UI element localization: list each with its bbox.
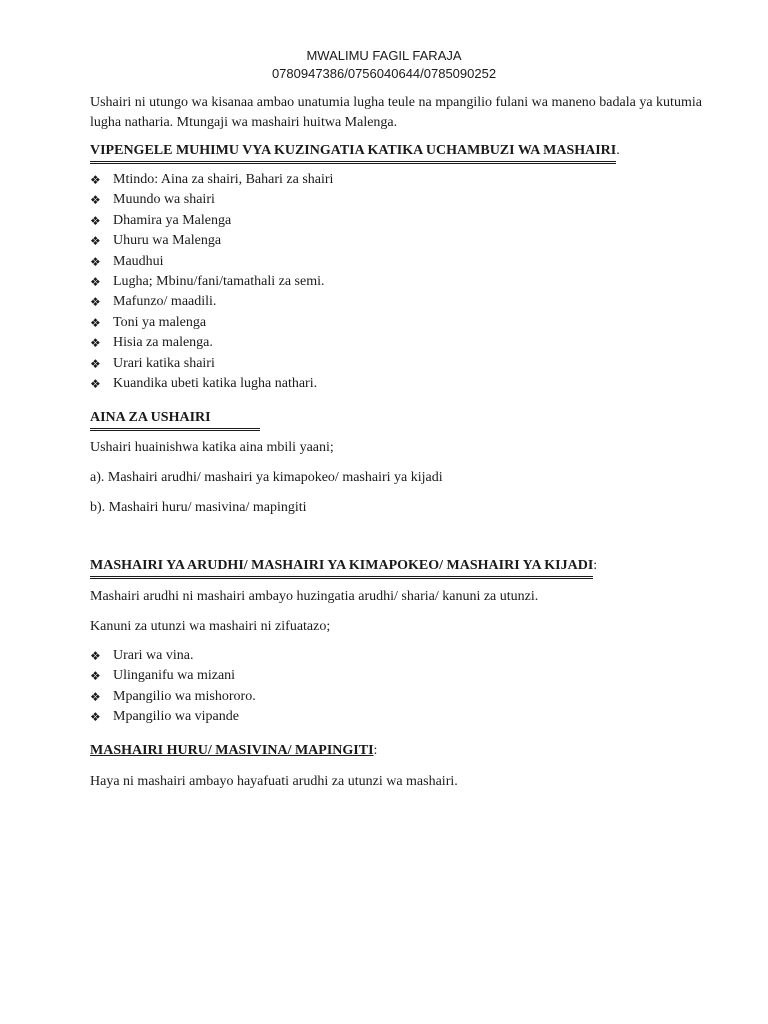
list-item-text: Ulinganifu wa mizani <box>113 668 236 684</box>
list-item-text: Mpangilio wa mishororo. <box>113 688 256 704</box>
list-item <box>90 687 256 707</box>
list-item <box>90 333 333 353</box>
list-item-text: Mtindo: Aina za shairi, Bahari za shairi <box>113 172 334 187</box>
huru-definition: Haya ni mashairi ambayo hayafuati arudhi za utunzi wa mashairi. <box>90 774 458 789</box>
phone-numbers: 0780947386/0756040644/0785090252 <box>271 66 497 81</box>
list-item-text: Hisia za malenga. <box>113 335 213 351</box>
list-item <box>90 190 333 210</box>
list-item <box>90 292 333 312</box>
list-item-text: Mpangilio wa vipande <box>113 709 239 725</box>
list-item <box>90 272 333 292</box>
diamond-bullet-icon: ❖ <box>90 710 101 725</box>
list-item-text: Urari wa vina. <box>113 648 194 663</box>
diamond-bullet-icon: ❖ <box>90 649 101 663</box>
list-item <box>90 707 256 727</box>
section-heading-text: MASHAIRI HURU/ MASIVINA/ MAPINGITI <box>90 743 374 758</box>
list-item-text: Lugha; Mbinu/fani/tamathali za semi. <box>113 273 325 289</box>
diamond-bullet-icon: ❖ <box>90 254 101 269</box>
diamond-bullet-icon: ❖ <box>90 315 101 330</box>
list-item <box>90 170 333 190</box>
list-item-text: Maudhui <box>113 253 164 269</box>
diamond-bullet-icon: ❖ <box>90 295 101 310</box>
section-heading-arudhi: MASHAIRI YA ARUDHI/ MASHAIRI YA KIMAPOKEO/ MASHAIRI YA KIJADI: <box>90 557 597 579</box>
diamond-bullet-icon: ❖ <box>90 213 101 228</box>
section-heading-text: MASHAIRI YA ARUDHI/ MASHAIRI YA KIMAPOKEO/ MASHAIRI YA KIJADI <box>90 557 593 579</box>
list-item <box>90 354 333 374</box>
diamond-bullet-icon: ❖ <box>90 234 101 249</box>
list-item-text: Muundo wa shairi <box>113 192 215 208</box>
aina-item-b: b). Mashairi huru/ masivina/ mapingiti <box>90 500 307 515</box>
section-heading-huru: MASHAIRI HURU/ MASIVINA/ MAPINGITI: <box>90 743 378 758</box>
section-heading-aina <box>90 409 260 431</box>
section-heading-text: VIPENGELE MUHIMU VYA KUZINGATIA KATIKA UCHAMBUZI WA MASHAIRI <box>90 142 616 164</box>
kanuni-intro: Kanuni za utunzi wa mashairi ni zifuatazo; <box>90 619 331 634</box>
list-item-text: Toni ya malenga <box>113 314 207 330</box>
diamond-bullet-icon: ❖ <box>90 689 101 704</box>
diamond-bullet-icon: ❖ <box>90 669 101 684</box>
arudhi-definition: Mashairi arudhi ni mashairi ambayo huzingatia arudhi/ sharia/ kanuni za utunzi. <box>90 589 539 604</box>
section-heading-vipengele: VIPENGELE MUHIMU VYA KUZINGATIA KATIKA UCHAMBUZI WA MASHAIRI. <box>90 142 620 164</box>
diamond-bullet-icon: ❖ <box>90 356 101 371</box>
diamond-bullet-icon: ❖ <box>90 274 101 289</box>
list-item-text: Uhuru wa Malenga <box>113 233 222 249</box>
intro-paragraph: Ushairi ni utungo wa kisanaa ambao unatumia lugha teule na mpangilio fulani wa maneno badala ya kutumia lugha natharia. Mtungaji wa mashairi huitwa Malenga. <box>90 95 702 130</box>
aina-item-a: a). Mashairi arudhi/ mashairi ya kimapokeo/ mashairi ya kijadi <box>90 470 443 485</box>
list-item <box>90 313 333 333</box>
list-item <box>90 666 256 686</box>
list-item-text: Mafunzo/ maadili. <box>113 294 217 310</box>
list-item-text: Kuandika ubeti katika lugha nathari. <box>113 375 318 391</box>
kanuni-list <box>90 646 256 728</box>
author-name: MWALIMU FAGIL FARAJA <box>306 48 462 63</box>
diamond-bullet-icon: ❖ <box>90 193 101 208</box>
list-item <box>90 231 333 251</box>
list-item <box>90 211 333 231</box>
list-item-text: Urari katika shairi <box>113 355 215 371</box>
diamond-bullet-icon: ❖ <box>90 336 101 351</box>
list-item <box>90 252 333 272</box>
list-item <box>90 374 333 394</box>
diamond-bullet-icon: ❖ <box>90 173 101 187</box>
diamond-bullet-icon: ❖ <box>90 376 101 391</box>
list-item <box>90 646 256 666</box>
list-item-text: Dhamira ya Malenga <box>113 212 232 228</box>
aina-intro: Ushairi huainishwa katika aina mbili yaani; <box>90 440 334 455</box>
section-heading-text: AINA ZA USHAIRI <box>90 409 260 431</box>
vipengele-list <box>90 170 333 394</box>
